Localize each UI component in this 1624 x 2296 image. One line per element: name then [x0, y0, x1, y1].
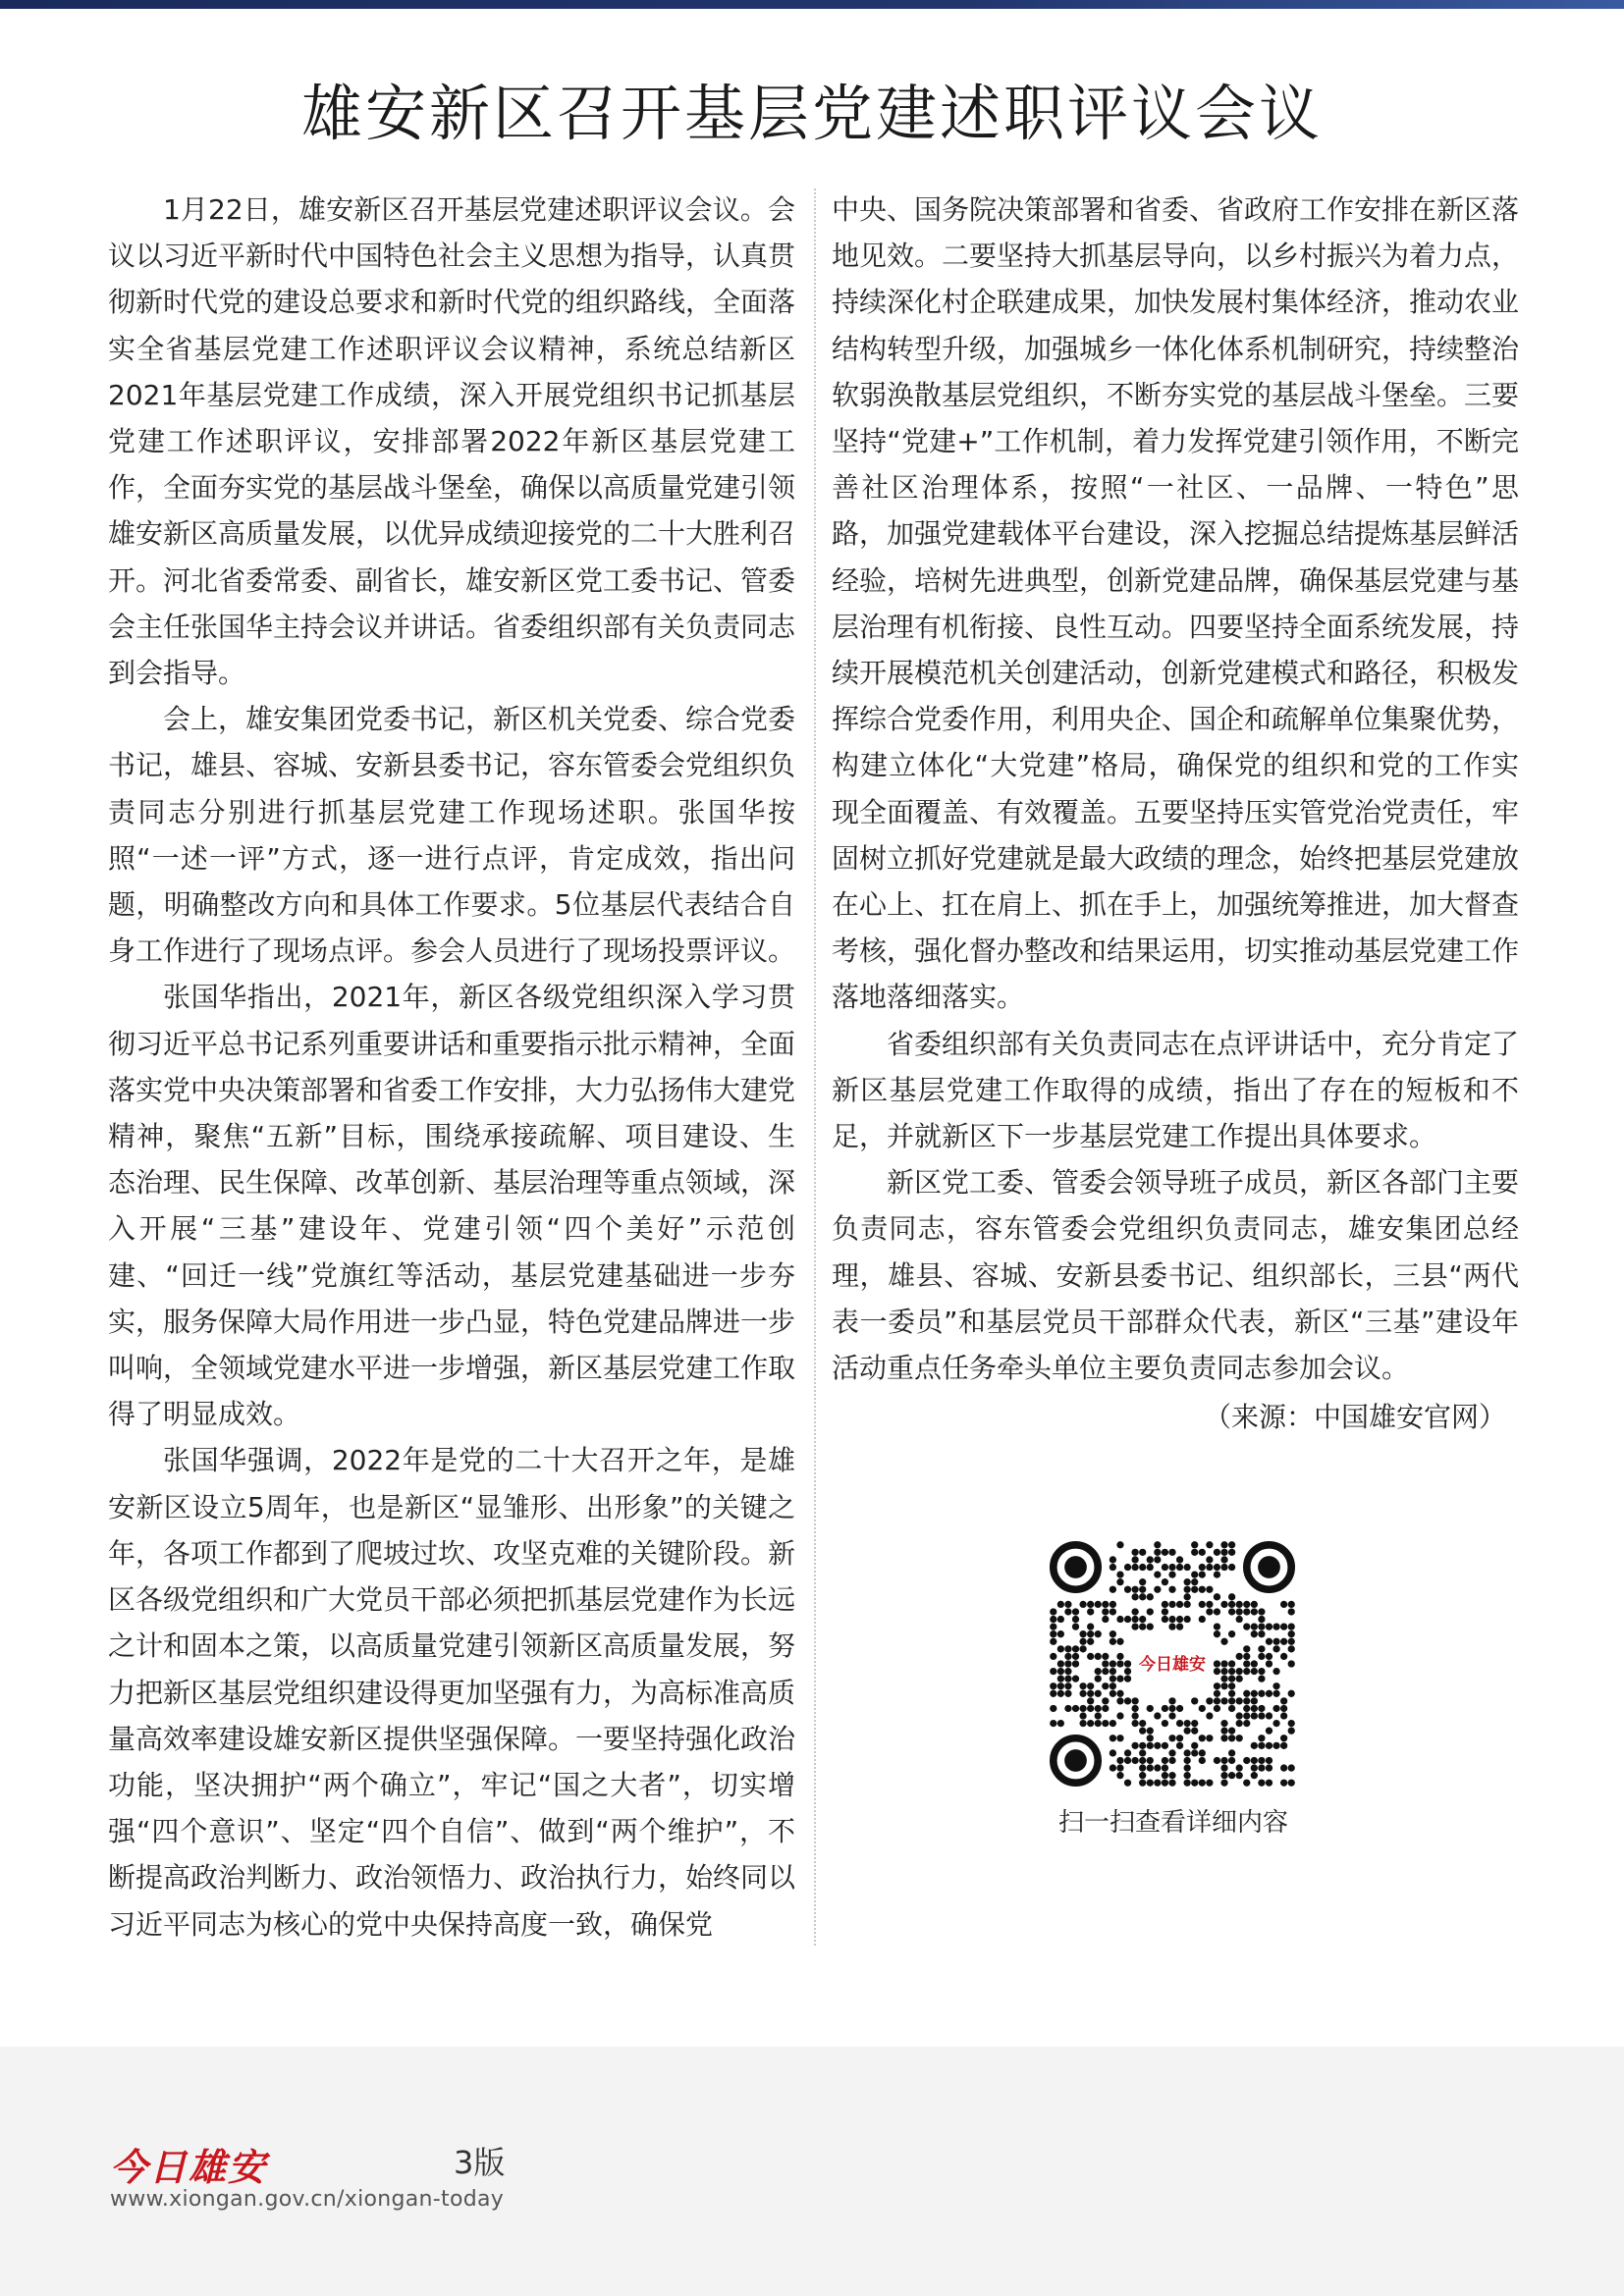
site-url[interactable]: www.xiongan.gov.cn/xiongan-today	[110, 2187, 505, 2212]
top-accent-bar	[0, 0, 1624, 9]
paragraph: 省委组织部有关负责同志在点评讲话中，充分肯定了新区基层党建工作取得的成绩，指出了存在的短板和不足，并就新区下一步基层党建工作提出具体要求。	[832, 1027, 1520, 1153]
qr-caption: 扫一扫查看详细内容	[1057, 1808, 1288, 1838]
article-title: 雄安新区召开基层党建述职评议会议	[300, 78, 1323, 149]
paragraph-continued: 中央、国务院决策部署和省委、省政府工作安排在新区落地见效。二要坚持大抓基层导向，以乡村振兴为着力点，持续深化村企联建成果，加快发展村集体经济，推动农业结构转型升级，加强城乡一体化体系机制研究，持续整治软弱涣散基层党组织，不断夯实党的基层战斗堡垒。三要坚持“党建+”工作机制，着力发挥党建引领作用，不断完善社区治理体系，按照“一社区、一品牌、一特色”思路，加强党建载体平台建设，深入挖掘总结提炼基层鲜活经验，培树先进典型，创新党建品牌，确保基层党建与基层治理有机衔接、良性互动。四要坚持全面系统发展，持续开展模范机关创建活动，创新党建模式和路径，积极发挥综合党委作用，利用央企、国企和疏解单位集聚优势，构建立体化“大党建”格局，确保党的组织和党的工作实现全面覆盖、有效覆盖。五要坚持压实管党治党责任，牢固树立抓好党建就是最大政绩的理念，始终把基层党建放在心上、扛在肩上、抓在手上，加强统筹推进，加大督查考核，强化督办整改和结果运用，切实推动基层党建工作落地落细落实。	[832, 193, 1520, 1014]
paragraph: 新区党工委、管委会领导班子成员，新区各部门主要负责同志，容东管委会党组织负责同志，雄安集团总经理，雄县、容城、安新县委书记、组织部长，三县“两代表一委员”和基层党员干部群众代表，新区“三基”建设年活动重点任务牵头单位主要负责同志参加会议。	[832, 1166, 1520, 1385]
column-divider	[814, 188, 816, 1946]
qr-code-icon[interactable]	[1050, 1541, 1295, 1787]
paragraph: 1月22日，雄安新区召开基层党建述职评议会议。会议以习近平新时代中国特色社会主义思想为指导，认真贯彻新时代党的建设总要求和新时代党的组织路线，全面落实全省基层党建工作述职评议会议精神，系统总结新区2021年基层党建工作成绩，深入开展党组织书记抓基层党建工作述职评议，安排部署2022年新区基层党建工作，全面夯实党的基层战斗堡垒，确保以高质量党建引领雄安新区高质量发展，以优异成绩迎接党的二十大胜利召开。河北省委常委、副省长，雄安新区党工委书记、管委会主任张国华主持会议并讲话。省委组织部有关负责同志到会指导。	[108, 193, 796, 690]
paragraph: 张国华指出，2021年，新区各级党组织深入学习贯彻习近平总书记系列重要讲话和重要指示批示精神，全面落实党中央决策部署和省委工作安排，大力弘扬伟大建党精神，聚焦“五新”目标，围绕承接疏解、项目建设、生态治理、民生保障、改革创新、基层治理等重点领域，深入开展“三基”建设年、党建引领“四个美好”示范创建、“回迁一线”党旗红等活动，基层党建基础进一步夯实，服务保障大局作用进一步凸显，特色党建品牌进一步叫响，全领域党建水平进一步增强，新区基层党建工作取得了明显成效。	[108, 981, 796, 1431]
article-column-right	[832, 187, 1519, 1391]
brand-logo: 今日雄安	[110, 2145, 268, 2189]
qr-center-label: 今日雄安	[1139, 1655, 1206, 1675]
edition-number: 3版	[454, 2144, 506, 2181]
qr-code-graphic	[1050, 1541, 1295, 1787]
paragraph: 张国华强调，2022年是党的二十大召开之年，是雄安新区设立5周年，也是新区“显雏形、出形象”的关键之年，各项工作都到了爬坡过坎、攻坚克难的关键阶段。新区各级党组织和广大党员干部必须把抓基层党建作为长远之计和固本之策，以高质量党建引领新区高质量发展，努力把新区基层党组织建设得更加坚强有力，为高标准高质量高效率建设雄安新区提供坚强保障。一要坚持强化政治功能，坚决拥护“两个确立”，牢记“国之大者”，切实增强“四个意识”、坚定“四个自信”、做到“两个维护”，不断提高政治判断力、政治领悟力、政治执行力，始终同以习近平同志为核心的党中央保持高度一致，确保党	[108, 1444, 796, 1941]
article-column-left	[108, 187, 795, 1948]
source-credit: （来源：中国雄安官网）	[1203, 1401, 1506, 1433]
paragraph: 会上，雄安集团党委书记，新区机关党委、综合党委书记，雄县、容城、安新县委书记，容东管委会党组织负责同志分别进行抓基层党建工作现场述职。张国华按照“一述一评”方式，逐一进行点评，肯定成效，指出问题，明确整改方向和具体工作要求。5位基层代表结合自身工作进行了现场点评。参会人员进行了现场投票评议。	[108, 703, 796, 968]
